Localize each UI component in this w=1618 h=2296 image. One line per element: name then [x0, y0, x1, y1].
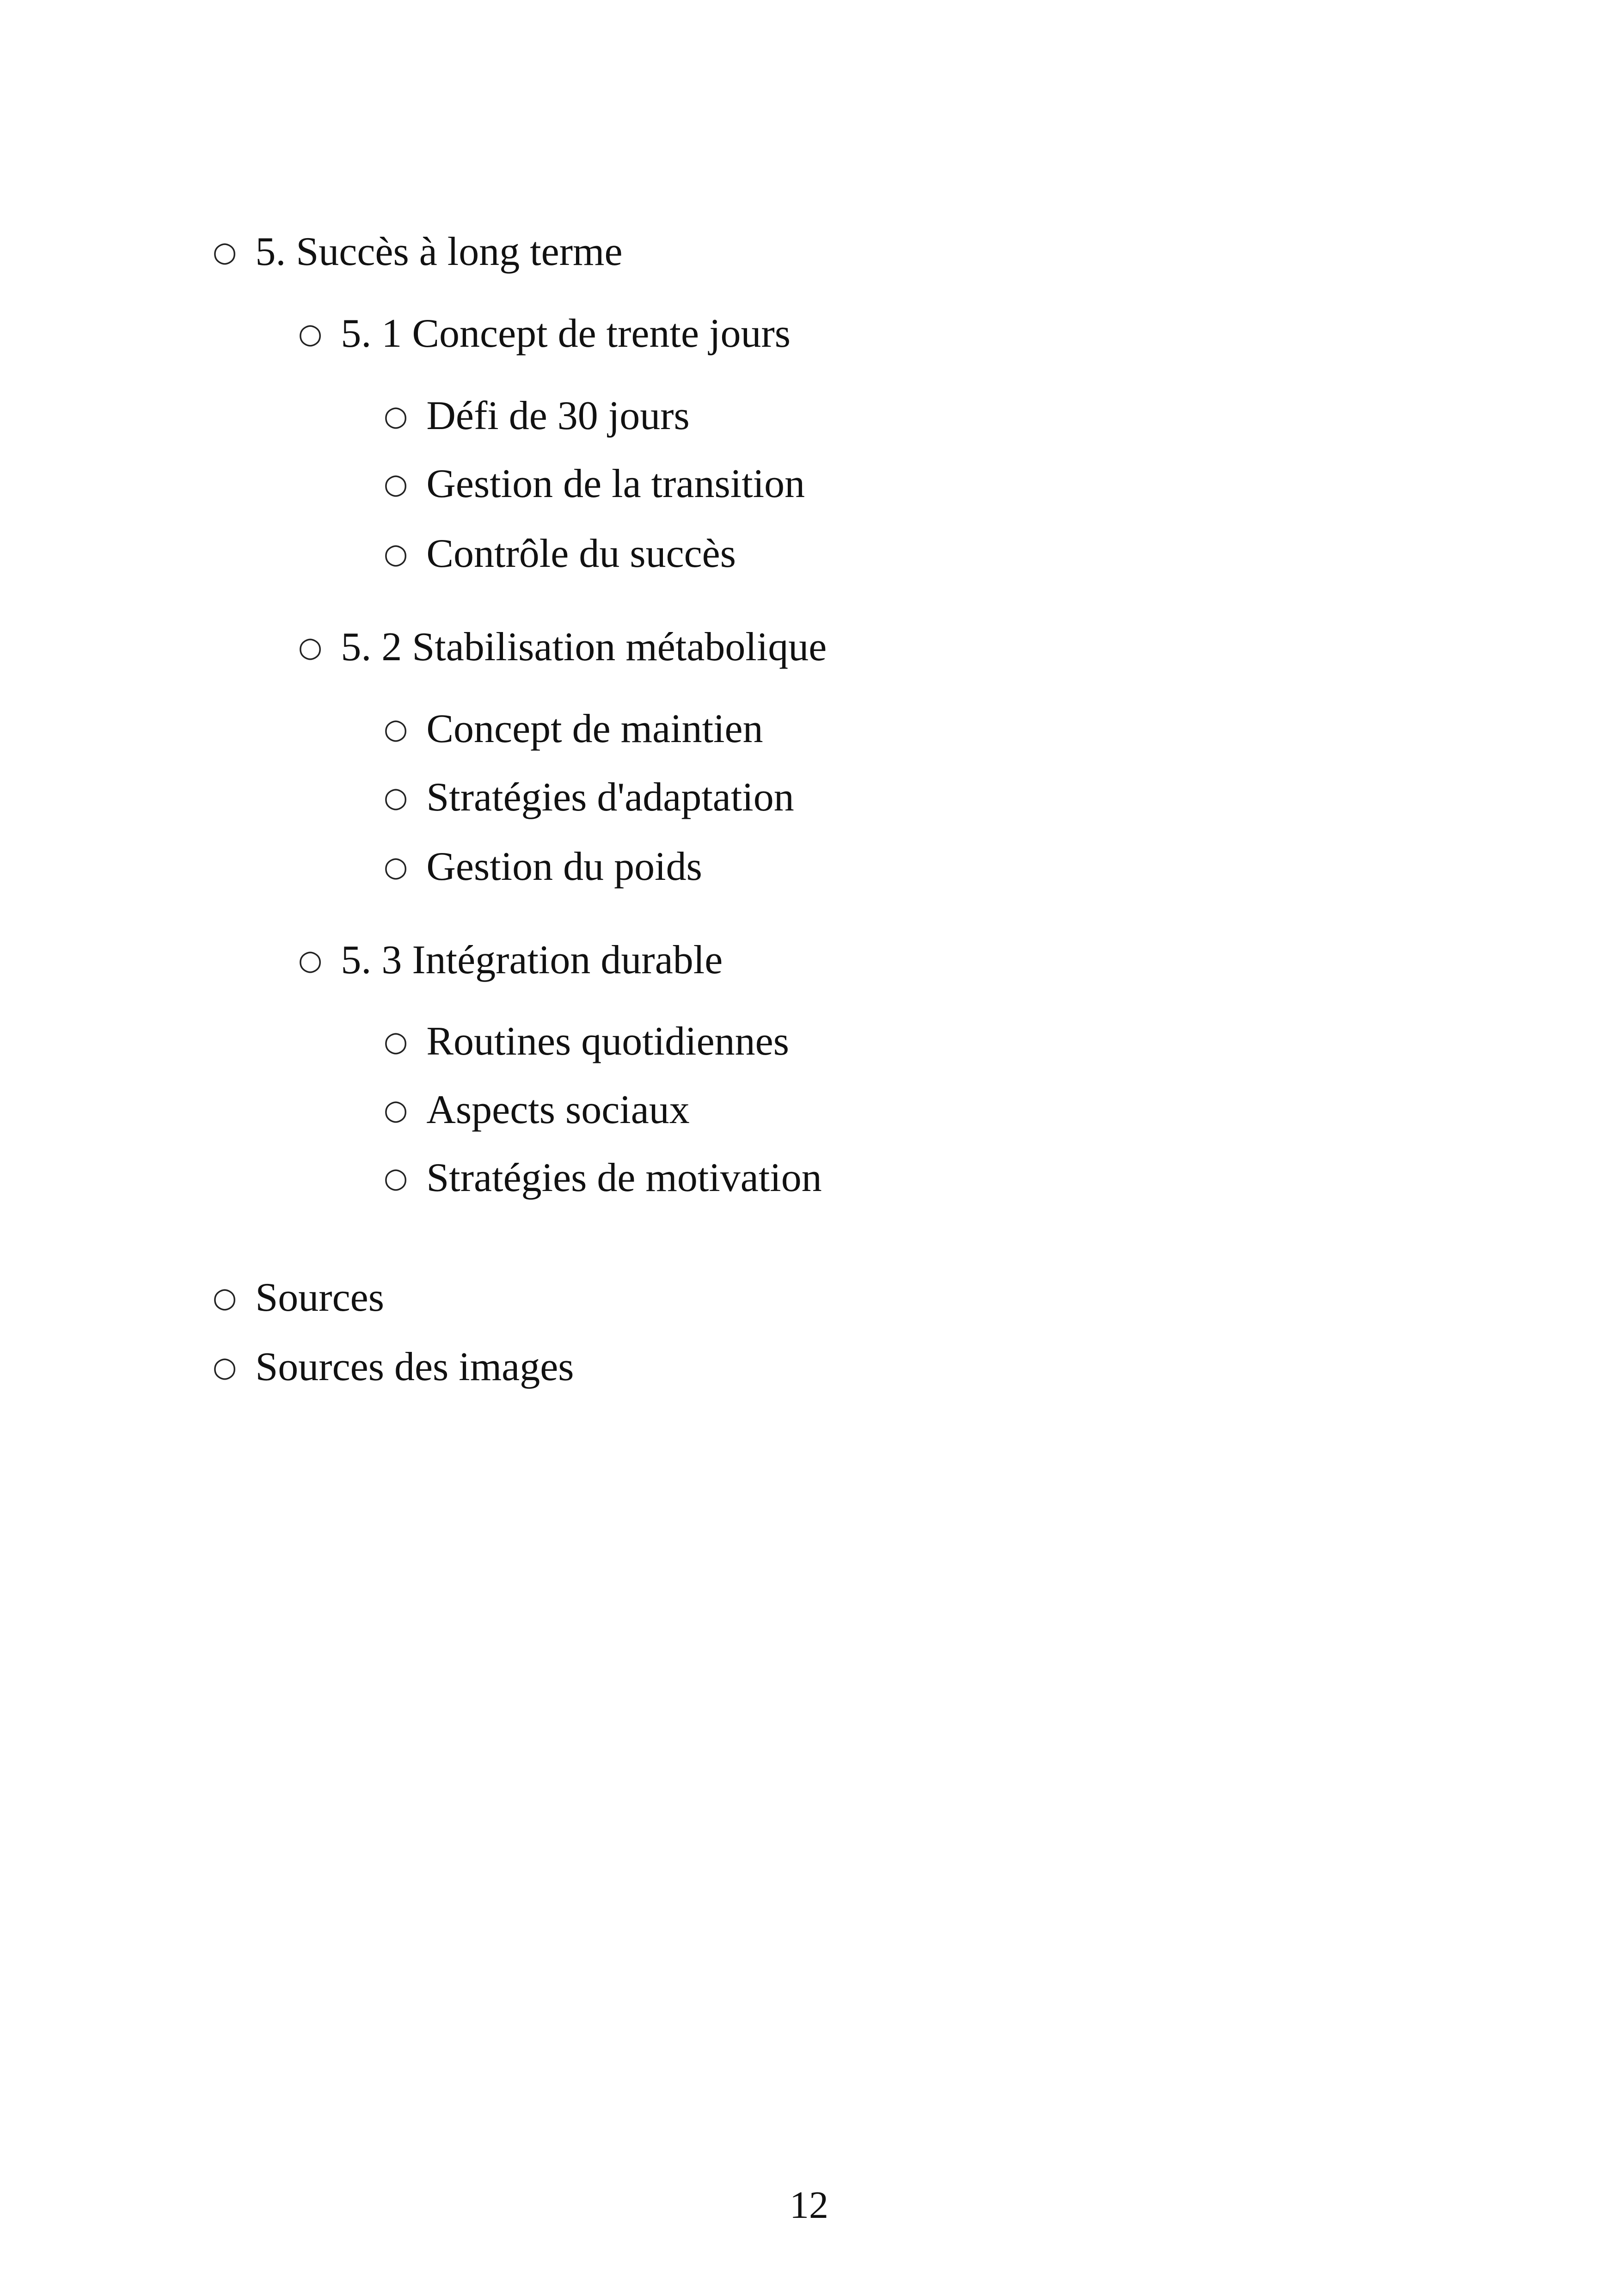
toc-entry-label: Aspects sociaux — [426, 1087, 690, 1132]
circle-bullet-icon: ○ — [298, 944, 323, 976]
circle-bullet-icon: ○ — [384, 781, 408, 814]
toc-entry-sources[interactable] — [213, 1272, 384, 1323]
toc-entry-label: Sources des images — [255, 1344, 574, 1389]
circle-bullet-icon: ○ — [213, 1282, 237, 1314]
circle-bullet-icon: ○ — [213, 236, 237, 268]
circle-bullet-icon: ○ — [384, 851, 408, 883]
circle-bullet-icon: ○ — [298, 318, 323, 350]
toc-entry-label: 5. 2 Stabilisation métabolique — [341, 625, 827, 669]
toc-entry-section-5-3[interactable] — [298, 935, 723, 986]
circle-bullet-icon: ○ — [298, 631, 323, 663]
toc-entry-label: Gestion du poids — [426, 844, 702, 889]
toc-entry-routines-quotidiennes[interactable] — [384, 1016, 789, 1067]
toc-entry-label: Sources — [255, 1275, 384, 1320]
toc-entry-label: Concept de maintien — [426, 706, 763, 751]
toc-entry-section-5[interactable] — [213, 227, 623, 277]
toc-entry-aspects-sociaux[interactable] — [384, 1085, 690, 1136]
toc-entry-label: Défi de 30 jours — [426, 393, 690, 438]
toc-entry-label: 5. 1 Concept de trente jours — [341, 311, 791, 356]
toc-entry-concept-maintien[interactable] — [384, 704, 763, 755]
toc-entry-gestion-poids[interactable] — [384, 841, 702, 892]
toc-entry-label: Routines quotidiennes — [426, 1019, 789, 1064]
toc-entry-section-5-2[interactable] — [298, 622, 827, 673]
toc-entry-sources-images[interactable] — [213, 1342, 574, 1393]
toc-entry-label: Contrôle du succès — [426, 531, 736, 576]
toc-entry-label: 5. 3 Intégration durable — [341, 938, 723, 982]
toc-entry-label: Gestion de la transition — [426, 461, 805, 506]
toc-entry-gestion-transition[interactable] — [384, 459, 805, 510]
circle-bullet-icon: ○ — [384, 400, 408, 432]
toc-entry-label: Stratégies de motivation — [426, 1155, 822, 1200]
circle-bullet-icon: ○ — [384, 1094, 408, 1126]
circle-bullet-icon: ○ — [384, 538, 408, 570]
toc-entry-label: Stratégies d'adaptation — [426, 775, 794, 820]
page-number: 12 — [790, 2184, 828, 2227]
toc-entry-strategies-adaptation[interactable] — [384, 772, 794, 823]
toc-entry-defi-30-jours[interactable] — [384, 391, 690, 442]
toc-entry-label: 5. Succès à long terme — [255, 229, 623, 274]
toc-entry-controle-succes[interactable] — [384, 528, 736, 579]
toc-entry-strategies-motivation[interactable] — [384, 1153, 822, 1203]
circle-bullet-icon: ○ — [384, 1025, 408, 1058]
circle-bullet-icon: ○ — [213, 1351, 237, 1383]
circle-bullet-icon: ○ — [384, 713, 408, 745]
circle-bullet-icon: ○ — [384, 1162, 408, 1194]
toc-entry-section-5-1[interactable] — [298, 308, 791, 359]
circle-bullet-icon: ○ — [384, 468, 408, 500]
